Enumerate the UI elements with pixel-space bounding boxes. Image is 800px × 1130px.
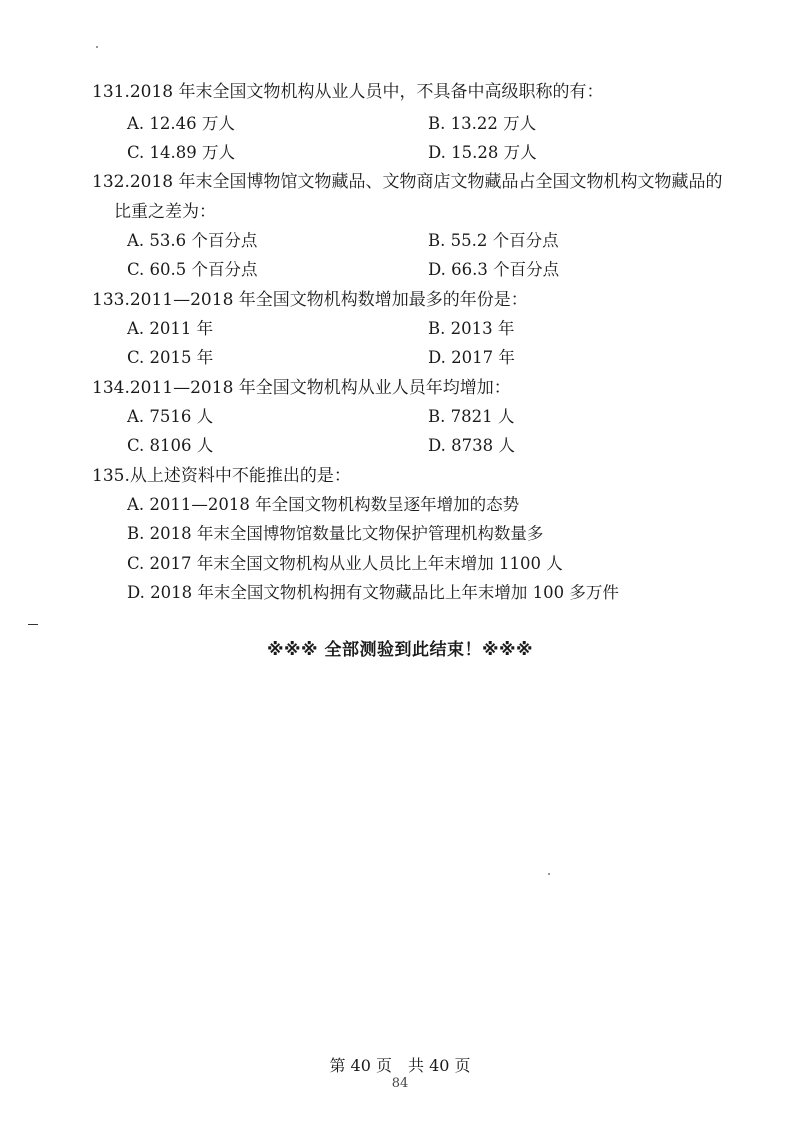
q134-option-a: A. 7516 人 bbox=[127, 407, 214, 426]
q131-option-d: D. 15.28 万人 bbox=[428, 143, 537, 162]
q135-option-b: B. 2018 年末全国博物馆数量比文物保护管理机构数量多 bbox=[127, 524, 544, 543]
q131-option-c: C. 14.89 万人 bbox=[127, 143, 236, 162]
q135-option-c: C. 2017 年末全国文物机构从业人员比上年末增加 1100 人 bbox=[127, 554, 563, 573]
q132-option-d: D. 66.3 个百分点 bbox=[428, 260, 560, 279]
question-132-stem-continued: 比重之差为： bbox=[114, 202, 216, 222]
q132-option-a: A. 53.6 个百分点 bbox=[127, 231, 258, 250]
page-number: 84 bbox=[391, 1076, 409, 1091]
q134-option-b: B. 7821 人 bbox=[428, 407, 515, 426]
question-131-stem: 131.2018 年末全国文物机构从业人员中，不具备中高级职称的有： bbox=[92, 82, 604, 102]
question-134-stem: 134.2011—2018 年全国文物机构从业人员年均增加： bbox=[92, 378, 511, 398]
scan-speck bbox=[96, 46, 98, 48]
q134-option-c: C. 8106 人 bbox=[127, 436, 214, 455]
q132-option-c: C. 60.5 个百分点 bbox=[127, 260, 258, 279]
scan-speck bbox=[548, 873, 550, 875]
q134-option-d: D. 8738 人 bbox=[428, 436, 515, 455]
question-133-stem: 133.2011—2018 年全国文物机构数增加最多的年份是： bbox=[92, 290, 528, 310]
q135-option-a: A. 2011—2018 年全国文物机构数呈逐年增加的态势 bbox=[127, 495, 520, 514]
question-135-stem: 135.从上述资料中不能推出的是： bbox=[92, 466, 351, 486]
q133-option-a: A. 2011 年 bbox=[127, 319, 214, 338]
margin-dash bbox=[28, 624, 38, 625]
q133-option-b: B. 2013 年 bbox=[428, 319, 515, 338]
q132-option-b: B. 55.2 个百分点 bbox=[428, 231, 559, 250]
q133-option-c: C. 2015 年 bbox=[127, 348, 214, 367]
question-132-stem: 132.2018 年末全国博物馆文物藏品、文物商店文物藏品占全国文物机构文物藏品的 bbox=[92, 172, 723, 192]
page-footer: 第 40 页 共 40 页 bbox=[329, 1056, 471, 1075]
q135-option-d: D. 2018 年末全国文物机构拥有文物藏品比上年末增加 100 多万件 bbox=[127, 583, 619, 602]
q133-option-d: D. 2017 年 bbox=[428, 348, 515, 367]
q131-option-b: B. 13.22 万人 bbox=[428, 114, 537, 133]
end-notice: ※※※ 全部测验到此结束！※※※ bbox=[266, 640, 534, 660]
q131-option-a: A. 12.46 万人 bbox=[127, 114, 235, 133]
